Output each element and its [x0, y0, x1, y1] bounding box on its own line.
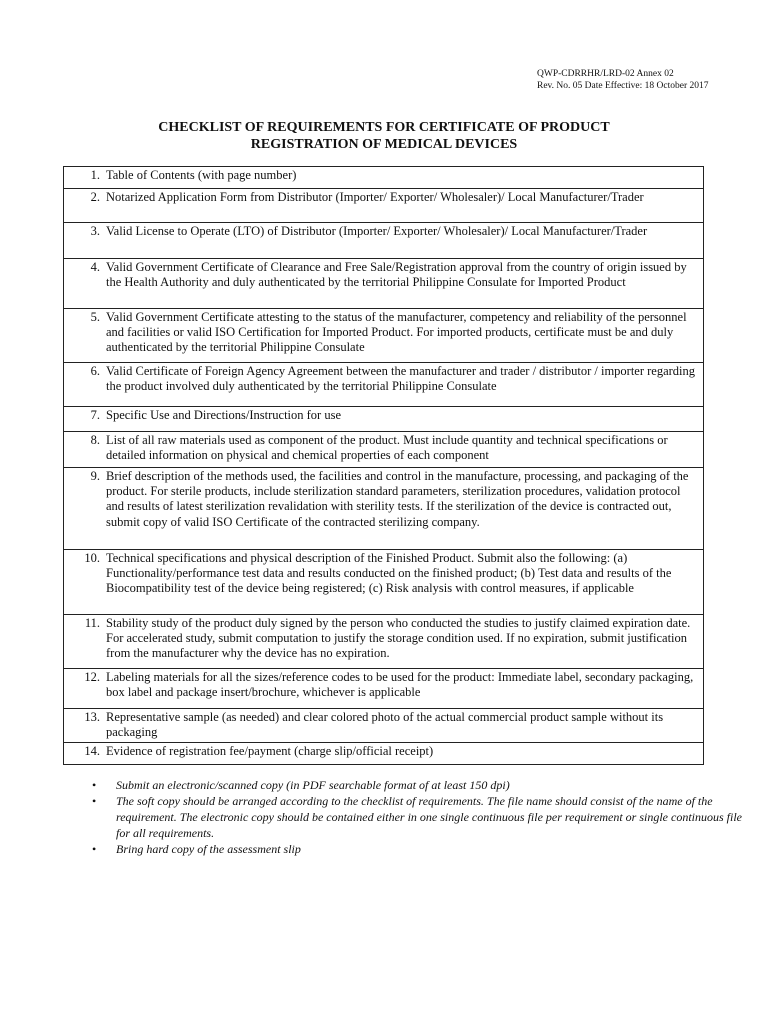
note-item	[92, 841, 746, 857]
requirement-text: Valid License to Operate (LTO) of Distributor (Importer/ Exporter/ Wholesaler)/ Local Manufacturer/Trader	[104, 223, 704, 259]
requirement-number: 7.	[64, 407, 105, 432]
requirement-number: 9.	[64, 468, 105, 550]
requirement-row	[64, 167, 704, 189]
document-code: QWP-CDRRHR/LRD-02 Annex 02	[537, 69, 674, 79]
requirement-row	[64, 432, 704, 468]
page-title	[0, 119, 768, 153]
requirements-table	[63, 166, 704, 765]
requirement-text: Brief description of the methods used, the facilities and control in the manufacture, processing, and packaging of the product. For sterile products, include sterilization standard parameters, sterilization procedures, validation protocol and results of latest sterilization revalidation with sterility tests. If the sterilization of the device is contracted out, submit copy of valid ISO Certificate of the contracted sterilizing company.	[104, 468, 704, 550]
requirement-number: 8.	[64, 432, 105, 468]
requirement-text: Notarized Application Form from Distributor (Importer/ Exporter/ Wholesaler)/ Local Manufacturer/Trader	[104, 189, 704, 223]
requirement-text: Technical specifications and physical description of the Finished Product. Submit also the following: (a) Functionality/performance test data and results conducted on the finished product; (b) Test data and results of the Biocompatibility test of the device being registered; (c) Risk analysis with control measures, if applicable	[104, 550, 704, 615]
requirement-number: 4.	[64, 259, 105, 309]
requirement-row	[64, 309, 704, 363]
requirement-text: Valid Government Certificate attesting to the status of the manufacturer, competency and reliability of the personnel and facilities or valid ISO Certification for Imported Product. For imported products, certificate must be and duly authenticated by the territorial Philippine Consulate	[104, 309, 704, 363]
submission-notes	[90, 777, 746, 857]
requirement-number: 5.	[64, 309, 105, 363]
note-text: Submit an electronic/scanned copy (in PDF searchable format of at least 150 dpi)	[116, 778, 510, 792]
requirement-row	[64, 550, 704, 615]
note-text: Bring hard copy of the assessment slip	[116, 842, 301, 856]
revision-info: Rev. No. 05 Date Effective: 18 October 2017	[537, 80, 709, 91]
requirement-row	[64, 259, 704, 309]
requirement-number: 3.	[64, 223, 105, 259]
requirement-number: 12.	[64, 669, 105, 709]
requirement-row	[64, 363, 704, 407]
requirement-text: Labeling materials for all the sizes/reference codes to be used for the product: Immediate label, secondary packaging, box label and package insert/brochure, whichever is applicable	[104, 669, 704, 709]
requirement-row	[64, 743, 704, 765]
title-line-2: REGISTRATION OF MEDICAL DEVICES	[250, 137, 518, 152]
requirement-number: 10.	[64, 550, 105, 615]
document-reference	[537, 69, 732, 92]
requirement-text: Specific Use and Directions/Instruction for use	[104, 407, 704, 432]
requirement-number: 14.	[64, 743, 105, 765]
requirement-row	[64, 669, 704, 709]
requirement-row	[64, 709, 704, 743]
requirement-text: Valid Government Certificate of Clearance and Free Sale/Registration approval from the country of origin issued by the Health Authority and duly authenticated by the territorial Philippine Consulate for Imported Product	[104, 259, 704, 309]
requirement-row	[64, 189, 704, 223]
requirement-row	[64, 407, 704, 432]
note-text: The soft copy should be arranged according to the checklist of requirements. The file name should consist of the name of the requirement. The electronic copy should be contained either in one single continuous file per requirement or single continuous file for all requirements.	[116, 794, 742, 840]
bullet-icon: •	[92, 778, 97, 792]
note-item	[92, 793, 746, 841]
requirement-text: Stability study of the product duly signed by the person who conducted the studies to justify claimed expiration date. For accelerated study, submit computation to justify the storage condition used. If no expiration, submit justification from the manufacturer why the device has no expiration.	[104, 615, 704, 669]
note-item	[92, 777, 746, 793]
requirement-text: List of all raw materials used as component of the product. Must include quantity and technical specifications or detailed information on physical and chemical properties of each component	[104, 432, 704, 468]
title-line-1: CHECKLIST OF REQUIREMENTS FOR CERTIFICATE OF PRODUCT	[158, 120, 610, 135]
bullet-icon: •	[92, 794, 97, 808]
requirement-row	[64, 615, 704, 669]
requirement-text: Evidence of registration fee/payment (charge slip/official receipt)	[104, 743, 704, 765]
bullet-icon: •	[92, 842, 97, 856]
requirement-text: Representative sample (as needed) and clear colored photo of the actual commercial product sample without its packaging	[104, 709, 704, 743]
requirement-text: Table of Contents (with page number)	[104, 167, 704, 189]
requirement-row	[64, 223, 704, 259]
requirement-row	[64, 468, 704, 550]
requirement-number: 6.	[64, 363, 105, 407]
requirement-number: 2.	[64, 189, 105, 223]
requirement-number: 11.	[64, 615, 105, 669]
requirement-text: Valid Certificate of Foreign Agency Agreement between the manufacturer and trader / distributor / importer regarding the product involved duly authenticated by the territorial Philippine Consulate	[104, 363, 704, 407]
requirement-number: 13.	[64, 709, 105, 743]
requirement-number: 1.	[64, 167, 105, 189]
